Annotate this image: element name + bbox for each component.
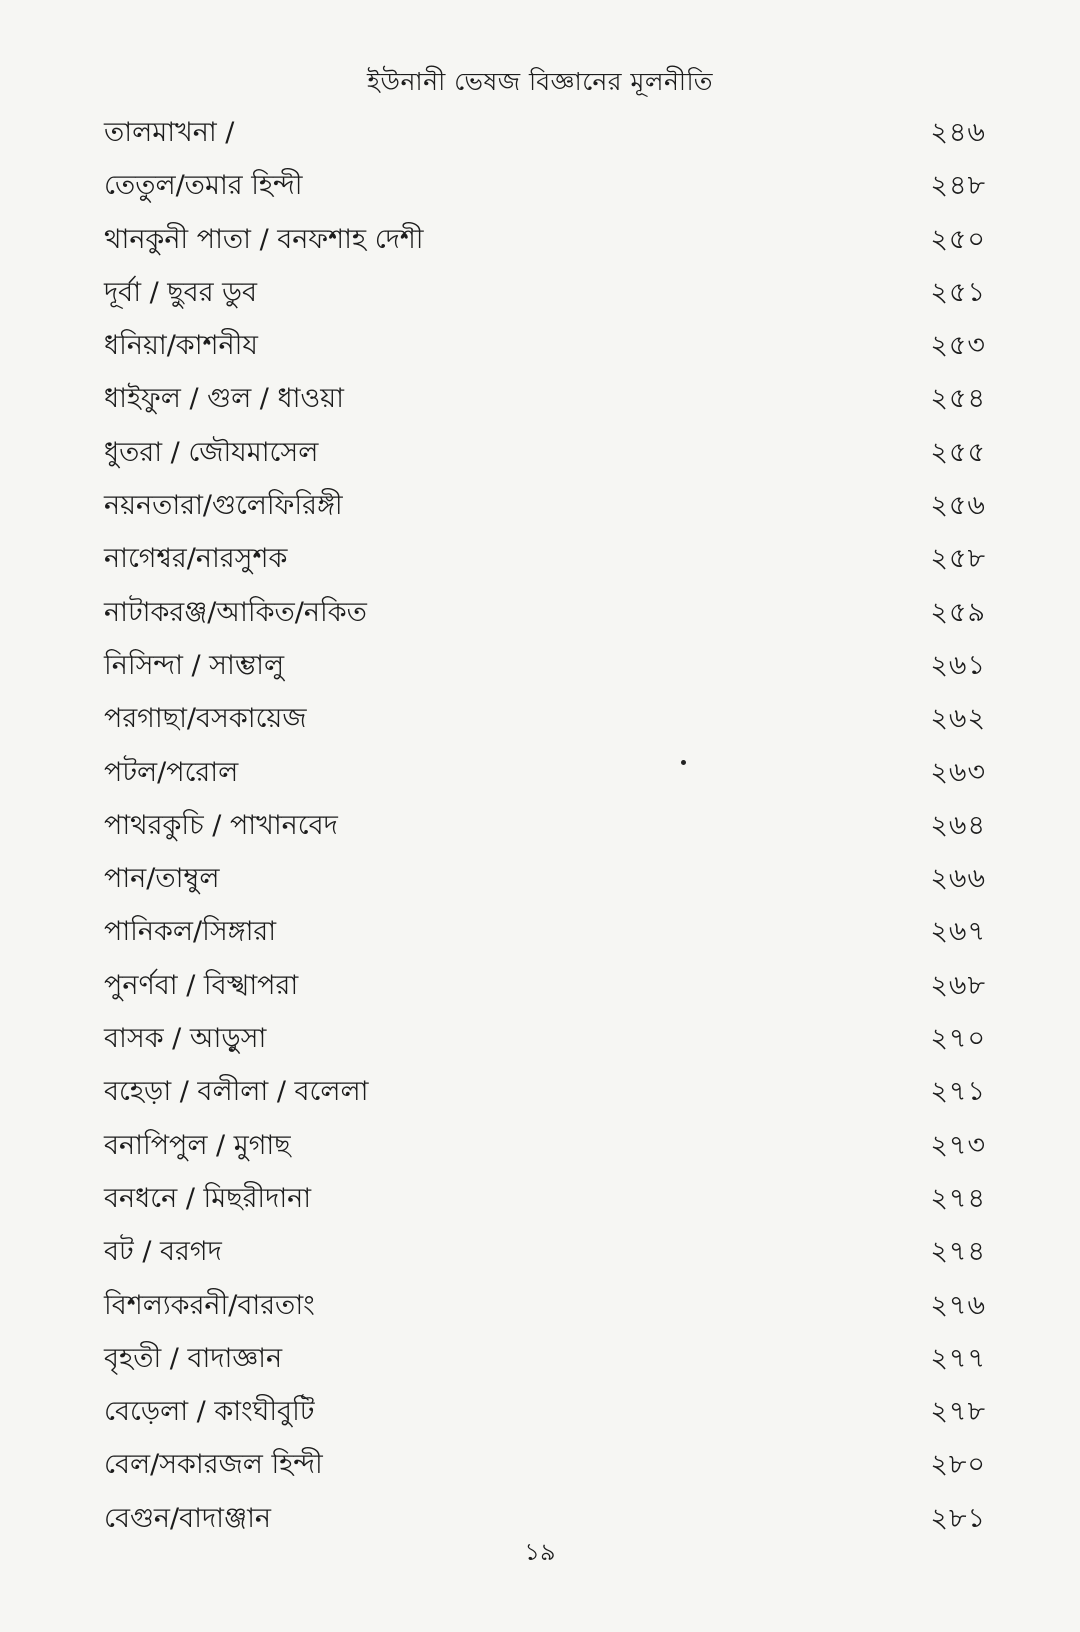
toc-entry-page: ২৭০ xyxy=(930,1023,986,1055)
toc-entry-page: ২৬৩ xyxy=(930,756,986,788)
toc-entry xyxy=(104,159,986,212)
toc-entry xyxy=(104,692,986,745)
toc-entry-page: ২৪৬ xyxy=(930,117,986,148)
table-of-contents xyxy=(104,106,986,1545)
toc-entry-title: তালমাখনা / xyxy=(104,117,235,148)
toc-entry-title: বহেড়া / বলীলা / বলেলা xyxy=(104,1076,369,1108)
toc-entry-page: ২৬৮ xyxy=(930,969,986,1001)
toc-entry-title: বেল/সকারজল হিন্দী xyxy=(104,1449,323,1481)
toc-entry-title: বনধনে / মিছরীদানা xyxy=(104,1182,312,1214)
toc-entry xyxy=(104,532,986,585)
toc-entry xyxy=(104,905,986,958)
toc-entry xyxy=(104,1438,986,1491)
toc-entry-page: ২৫৬ xyxy=(930,490,986,522)
toc-entry-title: পাথরকুচি / পাখানবেদ xyxy=(104,809,338,841)
toc-entry xyxy=(104,1119,986,1172)
toc-entry-title: পরগাছা/বসকায়েজ xyxy=(104,703,307,735)
toc-entry xyxy=(104,1225,986,1278)
toc-entry-page: ২৮১ xyxy=(930,1502,986,1534)
toc-entry-title: নাটাকরঞ্জ/আকিত/নকিত xyxy=(104,596,367,628)
print-speck xyxy=(681,760,686,765)
toc-entry-title: বেগুন/বাদাঞ্জান xyxy=(104,1502,272,1534)
toc-entry-page: ২৬২ xyxy=(930,703,986,735)
toc-entry-title: নাগেশ্বর/নারসুশক xyxy=(104,543,288,575)
toc-entry-page: ২৭৭ xyxy=(930,1342,986,1374)
toc-entry xyxy=(104,319,986,372)
toc-entry-title: ধাইফুল / গুল / ধাওয়া xyxy=(104,383,345,415)
toc-entry-title: পান/তাম্বুল xyxy=(104,863,220,895)
toc-entry xyxy=(104,266,986,319)
toc-entry-page: ২৫৫ xyxy=(930,436,986,468)
toc-entry-page: ২৭৪ xyxy=(930,1182,986,1214)
toc-entry xyxy=(104,106,986,159)
toc-entry xyxy=(104,372,986,425)
toc-entry xyxy=(104,479,986,532)
toc-entry-page: ২৭৬ xyxy=(930,1289,986,1321)
running-header: ইউনানী ভেষজ বিজ্ঞানের মূলনীতি xyxy=(367,67,713,96)
toc-entry-page: ২৫৮ xyxy=(930,543,986,575)
toc-entry xyxy=(104,639,986,692)
toc-entry-title: তেতুল/তমার হিন্দী xyxy=(104,170,303,202)
toc-entry-page: ২৬১ xyxy=(930,649,986,681)
toc-entry-page: ২৫০ xyxy=(930,223,986,255)
toc-entry-title: বিশল্যকরনী/বারতাং xyxy=(104,1289,315,1321)
toc-entry xyxy=(104,1012,986,1065)
toc-entry-title: ধুতরা / জৌযমাসেল xyxy=(104,436,319,468)
toc-entry-title: নয়নতারা/গুলেফিরিঙ্গী xyxy=(104,490,343,522)
toc-entry-page: ২৬৪ xyxy=(930,809,986,841)
toc-entry xyxy=(104,426,986,479)
toc-entry-page: ২৭৪ xyxy=(930,1236,986,1268)
toc-entry xyxy=(104,1332,986,1385)
toc-entry xyxy=(104,1279,986,1332)
page-number: ১৯ xyxy=(524,1538,556,1566)
toc-entry-page: ২৫১ xyxy=(930,276,986,308)
toc-entry xyxy=(104,799,986,852)
toc-entry-page: ২৭১ xyxy=(930,1076,986,1108)
toc-entry-title: বনাপিপুল / মুগাছ xyxy=(104,1129,291,1161)
toc-entry-page: ২৪৮ xyxy=(930,170,986,202)
toc-entry xyxy=(104,959,986,1012)
toc-entry xyxy=(104,852,986,905)
toc-entry-title: নিসিন্দা / সাম্ভালু xyxy=(104,649,285,681)
toc-entry-page: ২৫৩ xyxy=(930,330,986,362)
toc-entry-page: ২৫৯ xyxy=(930,596,986,628)
toc-entry-page: ২৮০ xyxy=(930,1449,986,1481)
toc-entry-page: ২৭৮ xyxy=(930,1396,986,1428)
toc-entry xyxy=(104,1172,986,1225)
toc-entry-page: ২৬৬ xyxy=(930,863,986,895)
toc-entry-title: ধনিয়া/কাশনীয xyxy=(104,330,258,362)
toc-entry-page: ২৫৪ xyxy=(930,383,986,415)
toc-entry-title: থানকুনী পাতা / বনফশাহ দেশী xyxy=(104,223,424,255)
toc-entry xyxy=(104,1385,986,1438)
toc-entry-page: ২৭৩ xyxy=(930,1129,986,1161)
toc-entry xyxy=(104,213,986,266)
toc-entry-title: বাসক / আড়ুসা xyxy=(104,1023,267,1055)
toc-entry xyxy=(104,1065,986,1118)
toc-entry xyxy=(104,586,986,639)
toc-entry xyxy=(104,746,986,799)
toc-entry-title: বেড়েলা / কাংঘীবুটি xyxy=(104,1396,315,1428)
toc-entry-title: পানিকল/সিঙ্গারা xyxy=(104,916,277,948)
toc-entry-title: বৃহতী / বাদাজ্ঞান xyxy=(104,1342,283,1374)
toc-entry-title: দূর্বা / ছুবর ডুব xyxy=(104,276,258,308)
toc-entry-title: পটল/পরোল xyxy=(104,756,239,788)
toc-entry-title: পুনর্ণবা / বিস্খাপরা xyxy=(104,969,299,1001)
toc-entry-page: ২৬৭ xyxy=(930,916,986,948)
toc-entry-title: বট / বরগদ xyxy=(104,1236,222,1268)
